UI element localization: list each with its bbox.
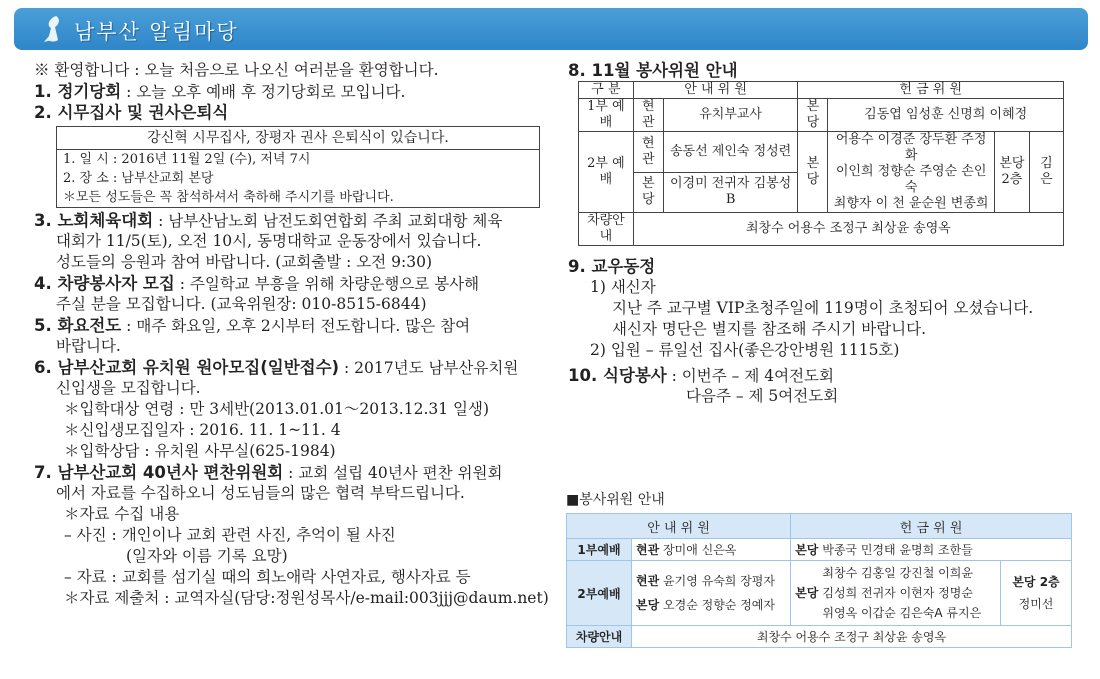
names-line: 어용수 이경준 장두환 주정화 xyxy=(835,132,987,163)
section-2-heading: 2. 시무집사 및 권사은퇴식 xyxy=(34,103,229,122)
table-cell: 김 은 xyxy=(1029,132,1063,213)
welcome-text: ※ 환영합니다 : 오늘 처음으로 나오신 여러분을 환영합니다. xyxy=(34,61,439,79)
table-cell: 본당 박종국 민경태 윤명희 조한들 xyxy=(791,539,1072,561)
retirement-box-title: 강신혁 시무집사, 장평자 권사 은퇴식이 있습니다. xyxy=(57,127,539,150)
table-cell: 1부 예배 xyxy=(579,99,634,132)
section-6-item: ＊입학대상 연령 : 만 3세반(2013.01.01～2013.12.31 일생) xyxy=(64,400,490,418)
table-cell: 안 내 위 원 xyxy=(567,514,791,539)
table-cell: 최창수 어용수 조정구 최상윤 송영옥 xyxy=(632,626,1072,648)
section-9-line: 새신자 명단은 별지를 참조해 주시기 바랍니다. xyxy=(612,320,927,338)
table-row xyxy=(567,561,1072,626)
section-7-line: 에서 자료를 수집하오니 성도님들의 많은 협력 부탁드립니다. xyxy=(56,484,465,502)
retirement-line: 1. 일 시 : 2016년 11월 2일 (수), 저녁 7시 xyxy=(63,152,311,167)
page-header xyxy=(14,8,1088,50)
left-column xyxy=(34,60,549,609)
table-row xyxy=(567,539,1072,561)
table-cell: 본당 xyxy=(633,172,663,213)
names-line: 최향자 이 천 윤순원 변종희 xyxy=(833,196,989,211)
table-cell: 본당 2층 정미선 xyxy=(1001,561,1072,626)
table-cell: 1부예배 xyxy=(567,539,632,561)
section-5: 5. 화요전도 : 매주 화요일, 오후 2시부터 전도합니다. 많은 참여 xyxy=(34,316,471,335)
section-5-line: 바랍니다. xyxy=(56,337,121,355)
section-10: 10. 식당봉사 : 이번주 – 제 4여전도회 xyxy=(568,366,834,385)
table-cell: 김동엽 임성훈 신명희 이혜정 xyxy=(828,99,1064,132)
volunteer-table xyxy=(566,513,1072,648)
table-row xyxy=(567,626,1072,648)
names-line: 이인희 정향순 주영순 손인숙 xyxy=(835,164,987,195)
table-cell: 구 분 xyxy=(579,82,634,99)
table-cell: 헌 금 위 원 xyxy=(798,82,1064,99)
november-volunteer-table xyxy=(578,81,1064,246)
section-4: 4. 차량봉사자 모집 : 주일학교 부흥을 위해 차량운행으로 봉사해 xyxy=(34,274,480,293)
right-column xyxy=(568,60,1078,407)
section-6: 6. 남부산교회 유치원 원아모집(일반접수) : 2017년도 남부산유치원 xyxy=(34,358,519,377)
table-row xyxy=(579,82,1064,99)
table-cell: 현관 xyxy=(633,99,663,132)
table-row xyxy=(579,99,1064,132)
table-cell: 차량안내 xyxy=(579,213,634,246)
table-cell: 유치부교사 xyxy=(663,99,798,132)
retirement-box xyxy=(56,126,540,208)
section-3-line: 대회가 11/5(토), 오전 10시, 동명대학교 운동장에서 있습니다. xyxy=(56,232,482,250)
table-cell: 본당 xyxy=(798,99,828,132)
table-row xyxy=(567,514,1072,539)
section-7-item: – 사진 : 개인이나 교회 관련 사진, 추억이 될 사진 xyxy=(64,526,396,544)
retirement-line: 2. 장 소 : 남부산교회 본당 xyxy=(63,171,214,186)
section-7-item: – 자료 : 교회를 섬기실 때의 희노애락 사연자료, 행사자료 등 xyxy=(64,568,471,586)
section-6-line: 신입생을 모집합니다. xyxy=(56,379,201,397)
table-cell: 2부 예배 xyxy=(579,132,634,213)
section-7-item: (일자와 이름 기록 요망) xyxy=(126,547,288,565)
section-4-line: 주실 분을 모집합니다. (교육위원장: 010-8515-6844) xyxy=(56,295,427,313)
table-cell: 송동선 제인숙 정성련 xyxy=(663,132,798,173)
table-cell: 헌 금 위 원 xyxy=(791,514,1072,539)
section-9-sub: 1) 새신자 xyxy=(590,278,656,296)
section-6-item: ＊신입생모집일자 : 2016. 11. 1~11. 4 xyxy=(64,421,341,439)
table-cell: 본당 2층 xyxy=(994,132,1029,213)
table-cell: 본당 xyxy=(798,132,828,213)
table-row xyxy=(579,132,1064,173)
table-cell: 현관 윤기영 유숙희 장평자 본당 오경순 정향순 정예자 xyxy=(632,561,791,626)
table-cell xyxy=(828,132,995,213)
section-3-line: 성도들의 응원과 참여 바랍니다. (교회출발 : 오전 9:30) xyxy=(56,253,433,271)
section-7-item: ＊자료 제출처 : 교역자실(담당:정원성목사/e-mail:003jjj@daum.net) xyxy=(64,589,549,607)
section-9-sub: 2) 입원 – 류일선 집사(좋은강안병원 1115호) xyxy=(590,341,900,359)
page-title: 남부산 알림마당 xyxy=(74,20,239,44)
table-cell: 안 내 위 원 xyxy=(633,82,798,99)
table-cell: 본당 최창수 김홍일 강진철 이희윤 김성희 전귀자 이현자 정명순 위영옥 이갑순 김은숙A 류지은 xyxy=(791,561,1001,626)
table-cell: 이경미 전귀자 김봉성B xyxy=(663,172,798,213)
section-9-heading: 9. 교우동정 xyxy=(568,257,656,276)
section-1: 1. 정기당회 : 오늘 오후 예배 후 정기당회로 모입니다. xyxy=(34,82,406,101)
section-8-heading: 8. 11월 봉사위원 안내 xyxy=(568,61,738,80)
table-cell: 차량안내 xyxy=(567,626,632,648)
section-3: 3. 노회체육대회 : 남부산남노회 남전도회연합회 주최 교회대항 체육 xyxy=(34,211,503,230)
table-row xyxy=(579,213,1064,246)
dove-icon xyxy=(40,14,66,44)
section-9-line: 지난 주 교구별 VIP초청주일에 119명이 초청되어 오셨습니다. xyxy=(612,299,1034,317)
table-cell: 현관 장미애 신은옥 xyxy=(632,539,791,561)
table-cell: 현관 xyxy=(633,132,663,173)
section-7-item: ＊자료 수집 내용 xyxy=(64,505,180,523)
retirement-line: ＊모든 성도들은 꼭 참석하셔서 축하해 주시기를 바랍니다. xyxy=(63,190,394,205)
volunteer-section-title: ■봉사위원 안내 xyxy=(566,492,665,508)
table-cell: 최창수 어용수 조정구 최상윤 송영옥 xyxy=(633,213,1063,246)
section-10-line: 다음주 – 제 5여전도회 xyxy=(686,387,839,405)
section-7: 7. 남부산교회 40년사 편찬위원회 : 교회 설립 40년사 편찬 위원회 xyxy=(34,463,503,482)
table-cell: 2부예배 xyxy=(567,561,632,626)
section-6-item: ＊입학상담 : 유치원 사무실(625-1984) xyxy=(64,442,336,460)
